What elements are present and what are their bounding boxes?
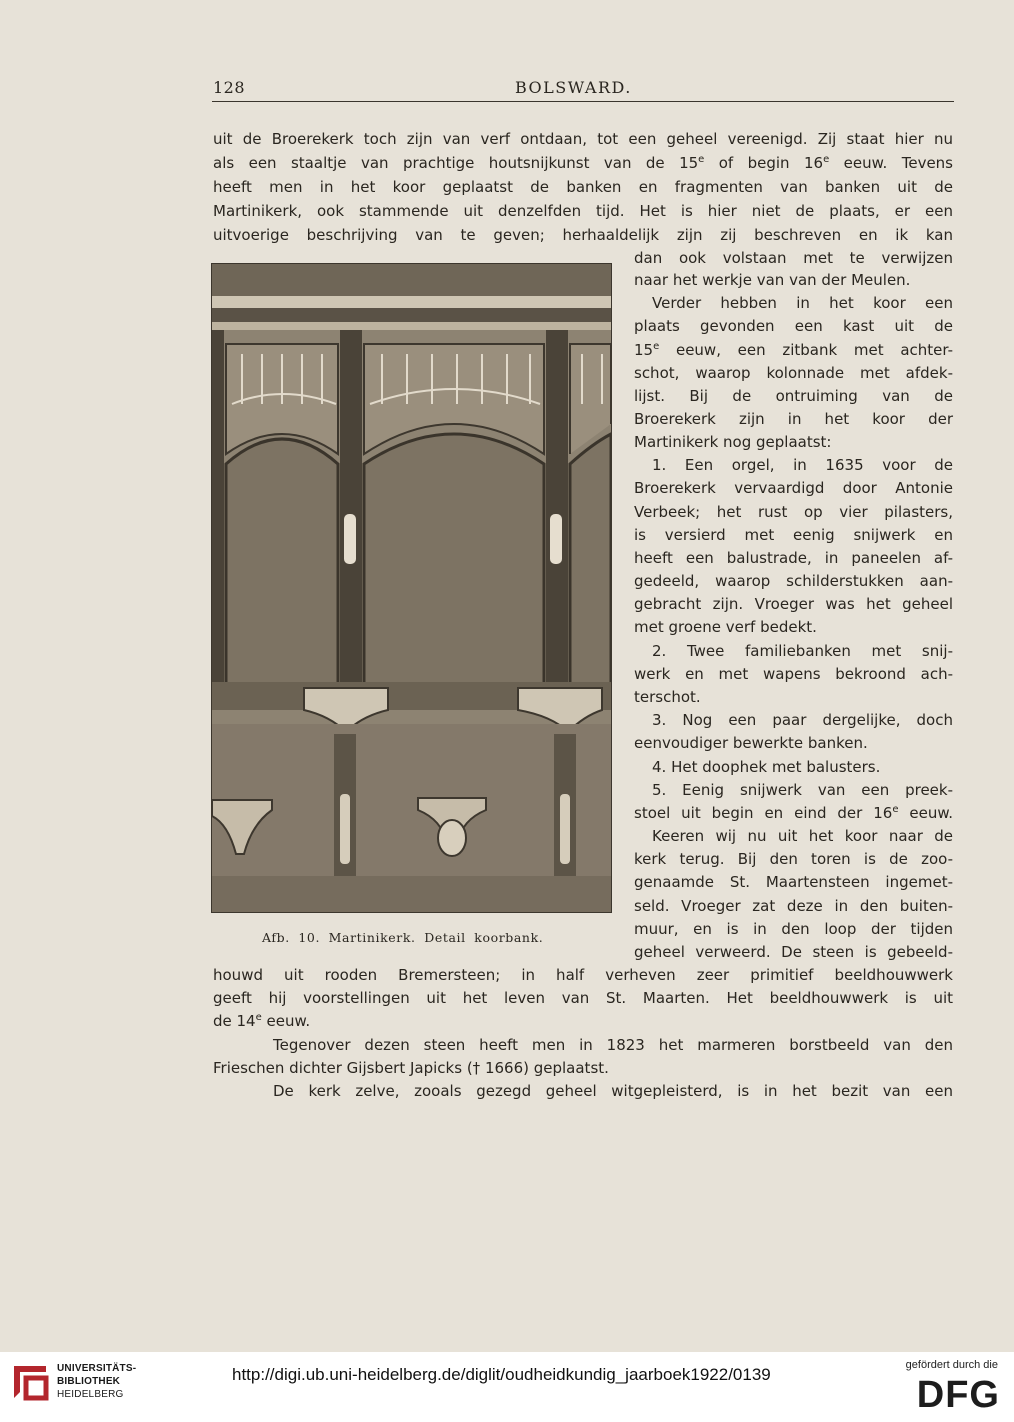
text-line [634,803,953,823]
text-line [213,988,953,1008]
text-line [213,1035,953,1055]
library-name-line: BIBLIOTHEK [57,1376,121,1387]
text-line [634,293,953,313]
text-line [634,733,953,753]
text-segment: eeuw, een zitbank met achter- [659,341,953,359]
text-segment: eeuw. Tevens [829,154,953,172]
text-line [634,942,953,962]
text-line [634,687,953,707]
text-line [634,386,953,406]
text-line [213,177,953,197]
text-segment: heeft men in het koor geplaatst de banken en fragmenten van banken uit de [213,178,953,196]
text-segment: geheel verweerd. De steen is gebeeld- [634,943,953,961]
text-segment: Martinikerk nog geplaatst: [634,433,832,451]
text-line [634,641,953,661]
text-segment: 1. Een orgel, in 1635 voor de [652,456,953,474]
text-segment: met groene verf bedekt. [634,618,817,636]
text-segment: geeft hij voorstellingen uit het leven van St. Maarten. Het beeldhouwwerk is uit [213,989,953,1007]
text-segment: stoel uit begin en eind der 16 [634,804,893,822]
text-segment: gedeeld, waarop schilderstukken aan- [634,572,953,590]
text-segment: is versierd met eenig snijwerk en [634,526,953,544]
text-segment: plaats gevonden een kast uit de [634,317,953,335]
text-segment: 5. Eenig snijwerk van een preek- [652,781,953,799]
text-line [634,548,953,568]
digitization-footer [0,1352,1014,1422]
library-name-line: HEIDELBERG [57,1389,124,1400]
text-line [213,201,953,221]
text-line [634,617,953,637]
text-segment: heeft een balustrade, in paneelen af- [634,549,953,567]
text-segment: genaamde St. Maartensteen ingemet- [634,873,953,891]
text-segment: gebracht zijn. Vroeger was het geheel [634,595,953,613]
text-segment: eeuw. [261,1012,311,1030]
text-line [213,1011,953,1031]
text-line [634,896,953,916]
text-line [634,340,953,360]
library-name-line: UNIVERSITÄTS- [57,1363,137,1374]
text-line [634,432,953,452]
text-segment: als een staaltje van prachtige houtsnijkunst van de 15 [213,154,699,172]
text-line [634,872,953,892]
text-line [634,919,953,939]
text-segment: muur, en is in den loop der tijden [634,920,953,938]
text-line [634,248,953,268]
text-segment: Keeren wij nu uit het koor naar de [652,827,953,845]
running-title: BOLSWARD. [515,78,632,97]
text-line [634,757,953,777]
superscript: e [653,341,660,352]
text-segment: schot, waarop kolonnade met afdek- [634,364,953,382]
text-line [634,571,953,591]
superscript: e [892,804,899,815]
text-line [213,965,953,985]
text-line [634,780,953,800]
text-segment: Tegenover dezen steen heeft men in 1823 het marmeren borstbeeld van den [273,1036,953,1054]
text-segment: 2. Twee familiebanken met snij- [652,642,953,660]
text-line [213,129,953,149]
text-line [634,664,953,684]
text-line [213,153,953,173]
superscript: e [823,154,830,165]
header-rule [212,101,954,102]
text-line [213,1081,953,1101]
text-segment: naar het werkje van van der Meulen. [634,271,911,289]
text-line [634,455,953,475]
text-segment: Verbeek; het rust op vier pilasters, [634,503,953,521]
text-segment: Broerekerk zijn in het koor der [634,410,953,428]
text-segment: dan ook volstaan met te verwijzen [634,249,953,267]
dfg-logo: DFG [916,1374,1000,1416]
text-segment: Frieschen dichter Gijsbert Japicks († 1666) geplaatst. [213,1059,609,1077]
text-segment: Broerekerk vervaardigd door Antonie [634,479,953,497]
text-line [634,826,953,846]
choir-stall-photograph [211,263,612,913]
text-segment: uit de Broerekerk toch zijn van verf ontdaan, tot een geheel vereenigd. Zij staat hier nu [213,130,953,148]
text-line [634,594,953,614]
text-line [634,316,953,336]
text-line [634,525,953,545]
text-segment: terschot. [634,688,701,706]
text-line [634,270,953,290]
text-segment: de 14 [213,1012,256,1030]
text-segment: lijst. Bij de ontruiming van de [634,387,953,405]
text-segment: uitvoerige beschrijving van te geven; herhaaldelijk zijn zij beschreven en ik kan [213,226,953,244]
page-number: 128 [213,78,246,97]
text-segment: werk en met wapens bekroond ach- [634,665,953,683]
funding-note: gefördert durch die [905,1359,998,1371]
text-segment: Martinikerk, ook stammende uit denzelfden tijd. Het is hier niet de plaats, er een [213,202,953,220]
text-line [634,363,953,383]
text-segment: 3. Nog een paar dergelijke, doch [652,711,953,729]
text-segment: 15 [634,341,654,359]
superscript: e [698,154,705,165]
text-line [634,478,953,498]
text-segment: eenvoudiger bewerkte banken. [634,734,868,752]
text-segment: houwd uit rooden Bremersteen; in half verheven zeer primitief beeldhouwwerk [213,966,953,984]
text-line [213,225,953,245]
text-segment: 4. Het doophek met balusters. [652,758,881,776]
text-segment: of begin 16 [704,154,824,172]
text-line [634,710,953,730]
figure-caption: Afb. 10. Martinikerk. Detail koorbank. [262,930,544,945]
text-segment: Verder hebben in het koor een [652,294,953,312]
text-segment: kerk terug. Bij den toren is de zoo- [634,850,953,868]
text-line [213,1058,953,1078]
text-line [634,409,953,429]
text-line [634,849,953,869]
text-segment: seld. Vroeger zat deze in den buiten- [634,897,953,915]
university-library-logo-icon [10,1362,50,1402]
source-url-link[interactable]: http://digi.ub.uni-heidelberg.de/diglit/oudheidkundig_jaarboek1922/0139 [232,1365,771,1384]
superscript: e [255,1012,262,1023]
text-segment: eeuw. [898,804,953,822]
text-segment: De kerk zelve, zooals gezegd geheel witgepleisterd, is in het bezit van een [273,1082,953,1100]
text-line [634,502,953,522]
